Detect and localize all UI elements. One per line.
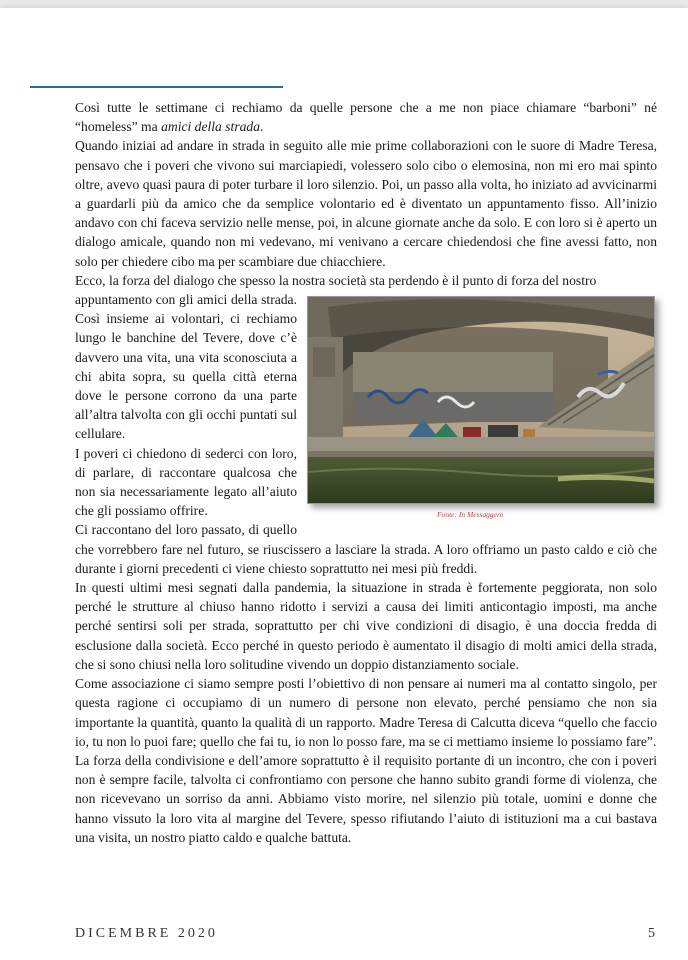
- paragraph-1: Così tutte le settimane ci rechiamo da quelle persone che a me non piace chiamare “barboni” né “homeless” ma amici della strada.: [75, 100, 657, 135]
- document-page: [0, 8, 688, 960]
- header-rule: [30, 86, 283, 88]
- footer-issue-date: DICEMBRE 2020: [75, 926, 218, 941]
- figure-caption: Fonte: In Messaggero: [437, 510, 504, 520]
- paragraph-8: La forza della condivisione e dell’amore soprattutto è il requisito portante di un incontro, che con i poveri non è sempre facile, talvolta ci confrontiamo con persone che hanno subito grandi forme di violenza, che non ricevevano un sorriso da anni. Abbiamo visto morire, nel silenzio più totale, uomini e donne che hanno vissuto la loro vita al margine del Tevere, spesso rifiutando l’aiuto di istituzioni ma a cui bastava una visita, un nostro piatto caldo e qualche battuta.: [75, 752, 657, 845]
- paragraph-5: Ci raccontano del loro passato, di quello che vorrebbero fare nel futuro, se riuscissero a lasciare la strada. A loro offriamo un pasto caldo e ciò che durante i giorni precedenti ci viene chiesto soprattutto nei mesi più freddi.: [75, 522, 657, 576]
- figure: [307, 296, 657, 520]
- article-body: [75, 98, 657, 847]
- paragraph-3-first-line: Ecco, la forza del dialogo che spesso la nostra società sta perdendo è il punto di forza del nostro: [75, 272, 597, 288]
- bridge-photo: [307, 296, 655, 504]
- paragraph-3: appuntamento con gli amici della strada. Così insieme ai volontari, ci rechiamo lungo le banchine del Tevere, dove c’è davvero una vita, una vita sconosciuta a chi abita sopra, su quella città eterna dove le persone corrono da una parte all’altra talvolta con gli occhi puntati sul cellulare.: [75, 292, 297, 442]
- emphasis-amici: amici della strada: [161, 119, 261, 135]
- paragraph-2: Quando iniziai ad andare in strada in seguito alle mie prime collaborazioni con le suore di Madre Teresa, pensavo che i poveri che vivono sui marciapiedi, volessero solo cibo o elemosina, non mi ero mai spinto oltre, avevo quasi paura di poter turbare il loro silenzio. Poi, un passo alla volta, ho iniziato ad avvicinarmi a guardarli più da amico che da semplice volontario ed è diventato un appuntamento fisso. All’inizio andavo con chi faceva servizio nelle mense, poi, in alcune giornate anche da solo. E con loro si è aperto un dialogo amicale, quando non mi vedevano, mi venivano a cercare chiedendosi che fine avessi fatto, non solo per chiedere cibo ma per scambiare due chiacchiere.: [75, 138, 657, 269]
- paragraph-4: I poveri ci chiedono di sederci con loro, di parlare, di raccontare qualcosa che non sia necessariamente legato all’aiuto che gli possiamo offrire.: [75, 445, 297, 519]
- page-number: 5: [648, 926, 655, 941]
- paragraph-7: Come associazione ci siamo sempre posti l’obiettivo di non pensare ai numeri ma al contatto singolo, per questa ragione ci occupiamo di un numero di persone non elevato, perché pensiamo che non sia importante la quantità, quanto la qualità di un rapporto. Madre Teresa di Calcutta diceva “quello che faccio io, tu non lo puoi fare; quello che fai tu, io non lo posso fare, ma se ci mettiamo insieme lo possiamo fare”.: [75, 676, 657, 749]
- paragraph-6: In questi ultimi mesi segnati dalla pandemia, la situazione in strada è fortemente peggiorata, non solo perché le strutture al chiuso hanno ridotto i servizi a causa dei limiti anticontagio imposti, ma anche perché sentirsi soli per strada, soprattutto per chi vive condizioni di disagio, è una doccia fredda di esclusione dalla società. Ecco perché in questo periodo è aumentato il disagio di molti amici della strada, che si sono chiusi nella loro solitudine vivendo un doppio distanziamento sociale.: [75, 580, 657, 672]
